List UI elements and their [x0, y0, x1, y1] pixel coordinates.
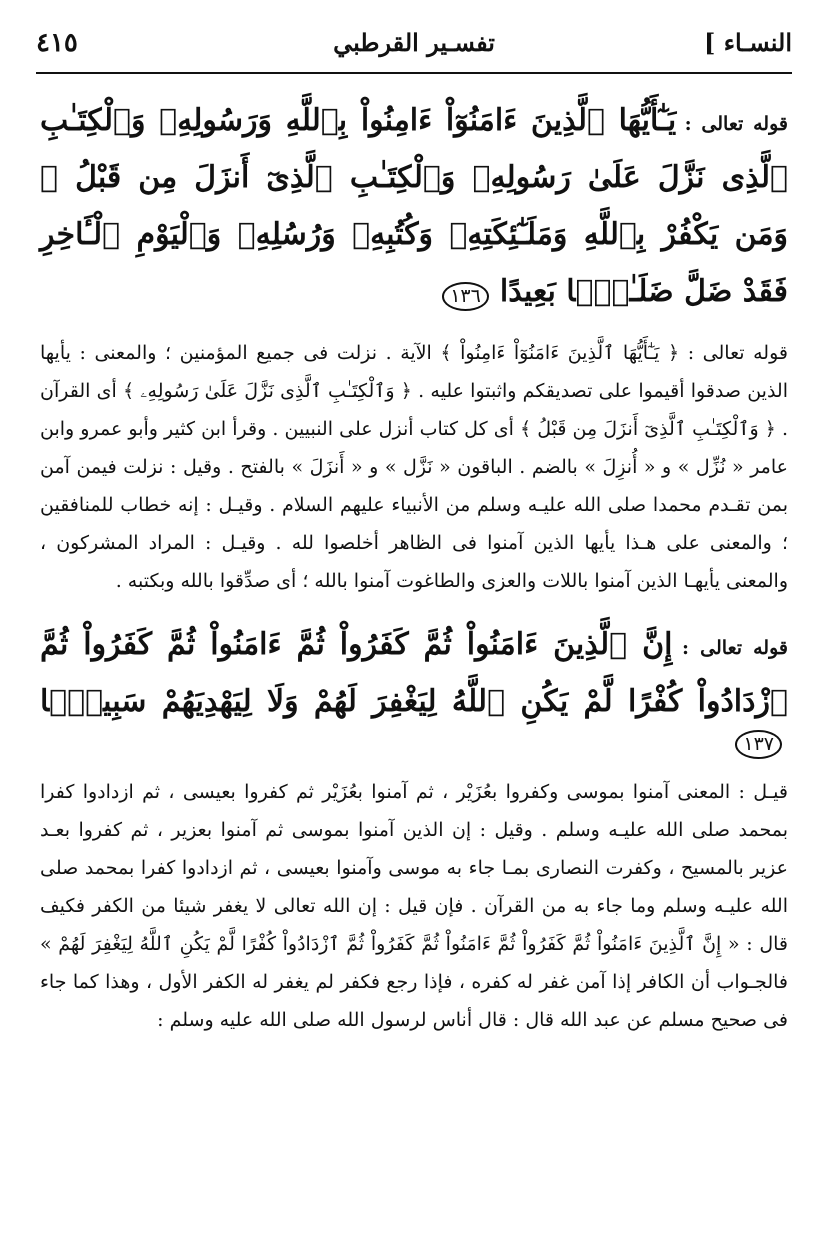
page-number: ٤١٥ [36, 28, 78, 58]
header-rule [36, 72, 792, 74]
verse-intro: قوله تعالى : [684, 113, 788, 135]
surah-name: النسـاء ] [704, 28, 792, 57]
running-title: تفسـير القرطبي [333, 28, 495, 57]
page-body [40, 92, 788, 1055]
verse-block-136 [40, 92, 788, 320]
commentary-paragraph: قيـل : المعنى آمنوا بموسى وكفروا بعُزَيْر ، ثم آمنوا بعُزَيْر ثم كفروا بعيسى ، ثم ازدادوا كفرا بمحمد صلى الله عليـه وسلم . وقيل : إن الذين آمنوا بموسى ثم آمنوا بعزير ، ثم كفروا بعـد عزير بالمسيح ، وكفرت النصارى بمـا جاء به موسى وآمنوا بعيسى ، ثم ازدادوا كفرا بمحمد صلى الله عليـه وسلم وما جاء به من القرآن . فإن قيل : إن الله تعالى لا يغفر شيئا من الكفر فكيف قال : « إِنَّ ٱلَّذِينَ ءَامَنُواْ ثُمَّ كَفَرُواْ ثُمَّ ءَامَنُواْ ثُمَّ كَفَرُواْ ثُمَّ ٱزْدَادُواْ كُفْرًا لَّمْ يَكُنِ ٱللَّهُ لِيَغْفِرَ لَهُمْ » فالجـواب أن الكافر إذا آمن غفر له كفره ، فإذا رجع فكفر لم يغفر له الكفر الأول ، وهذا كما جاء فى صحيح مسلم عن عبد الله قال : قال أناس لرسول الله صلى الله عليه وسلم : [40, 780, 788, 1031]
verse-text: يَـٰٓأَيُّهَا ٱلَّذِينَ ءَامَنُوٓاْ ءَامِنُواْ بِٱللَّهِ وَرَسُولِهِۦ وَٱلْكِتَـٰبِ ٱلَّذِى نَزَّلَ عَلَىٰ رَسُولِهِۦ وَٱلْكِتَـٰبِ ٱلَّذِىٓ أَنزَلَ مِن قَبْلُ ۚ وَمَن يَكْفُرْ بِٱللَّهِ وَمَلَـٰٓئِكَتِهِۦ وَكُتُبِهِۦ وَرُسُلِهِۦ وَٱلْيَوْمِ ٱلْـَٔاخِرِ فَقَدْ ضَلَّ ضَلَـٰلًۢا بَعِيدًا [40, 103, 788, 309]
verse-intro: قوله تعالى : [682, 637, 788, 659]
commentary-paragraph: قوله تعالى : ﴿ يَـٰٓأَيُّهَا ٱلَّذِينَ ءَامَنُوٓاْ ءَامِنُواْ ﴾ الآية . نزلت فى جميع المؤمنين ؛ والمعنى : يأيها الذين صدقوا أقيموا على تصديقكم واثبتوا عليه . ﴿ وَٱلْكِتَـٰبِ ٱلَّذِى نَزَّلَ عَلَىٰ رَسُولِهِۦ ﴾ أى القرآن . ﴿ وَٱلْكِتَـٰبِ ٱلَّذِىٓ أَنزَلَ مِن قَبْلُ ﴾ أى كل كتاب أنزل على النبيين . وقرأ ابن كثير وأبو عمرو وابن عامر « نُزِّل » و « أُنزِلَ » بالضم . الباقون « نَزَّل » و « أَنزَلَ » بالفتح . وقيل : نزلت فيمن آمن بمن تقـدم محمدا صلى الله عليـه وسلم من الأنبياء عليهم السلام . وقيـل : إنه خطاب للمنافقين ؛ والمعنى على هـذا يأيها الذين آمنوا فى الظاهر أخلصوا لله . وقيـل : المراد المشركون ، والمعنى يأيهـا الذين آمنوا باللات والعزى والطاغوت آمنوا بالله ؛ أى صدِّقوا بالله وبكتبه . [40, 342, 788, 592]
verse-text: إِنَّ ٱلَّذِينَ ءَامَنُواْ ثُمَّ كَفَرُواْ ثُمَّ ءَامَنُواْ ثُمَّ كَفَرُواْ ثُمَّ ٱزْدَادُواْ كُفْرًا لَّمْ يَكُنِ ٱللَّهُ لِيَغْفِرَ لَهُمْ وَلَا لِيَهْدِيَهُمْ سَبِيلًۢا [40, 627, 788, 719]
verse-block-137 [40, 616, 788, 759]
ayah-number-marker: ١٣٦ [442, 282, 489, 311]
page-header [36, 24, 792, 68]
ayah-number-marker: ١٣٧ [735, 730, 782, 759]
